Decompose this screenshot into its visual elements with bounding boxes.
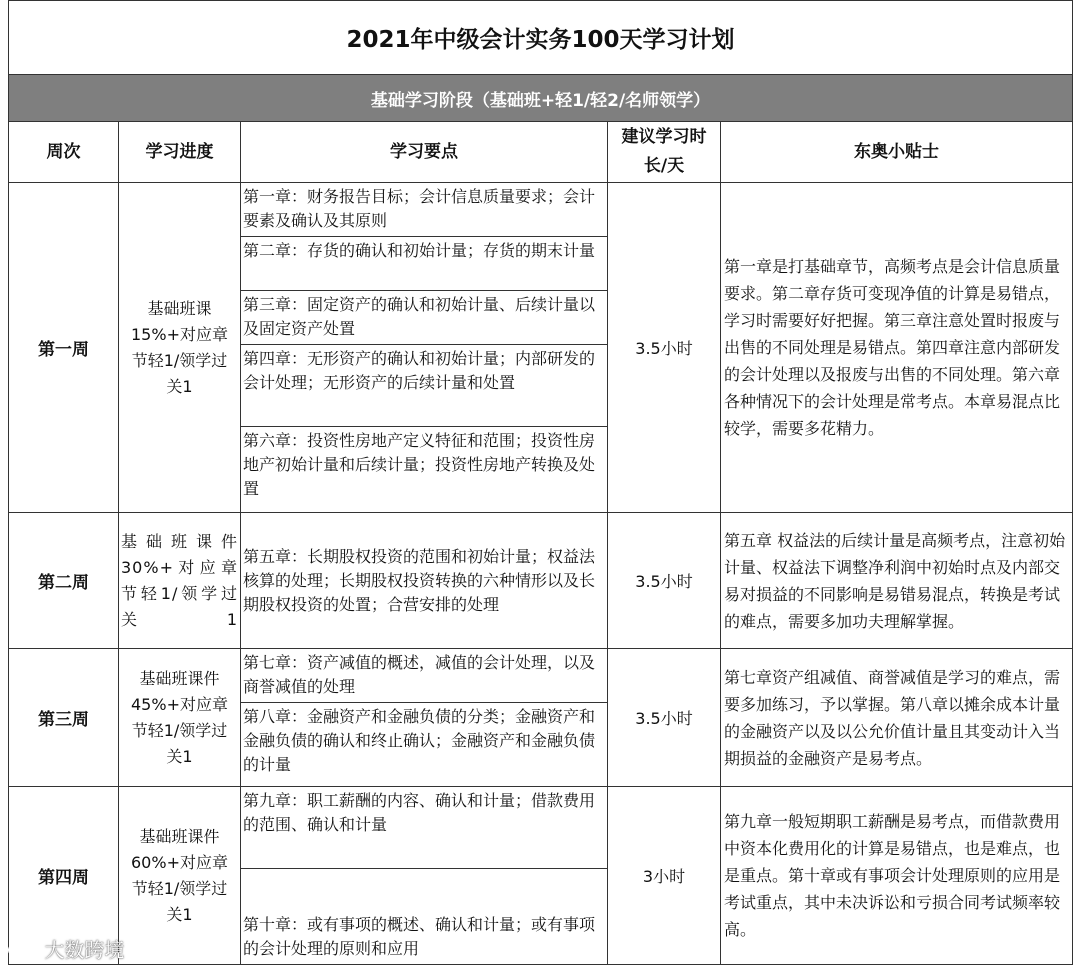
header-row bbox=[9, 122, 1073, 183]
points-cell bbox=[241, 649, 608, 787]
point-item bbox=[241, 869, 607, 963]
point-item: 第六章：投资性房地产定义特征和范围；投资性房地产初始计量和后续计量；投资性房地产转换及处置 bbox=[243, 431, 596, 498]
hours-cell: 3小时 bbox=[608, 787, 721, 965]
point-item: 第五章：长期股权投资的范围和初始计量；权益法核算的处理；长期股权投资转换的六种情形以及长期股权投资的处置；合营安排的处理 bbox=[243, 546, 596, 614]
table-row bbox=[9, 649, 1073, 787]
progress-cell: 基础班课件60%+对应章节轻1/领学过关1 bbox=[119, 787, 241, 965]
tips-cell: 第七章资产组减值、商誉减值是学习的难点，需要多加练习，予以掌握。第八章以摊余成本计量的金融资产以及以公允价值计量且其变动计入当期损益的金融资产是易考点。 bbox=[721, 649, 1073, 787]
header-points: 学习要点 bbox=[241, 122, 608, 183]
points-cell bbox=[241, 183, 608, 513]
point-item: 第九章：职工薪酬的内容、确认和计量；借款费用的范围、确认和计量 bbox=[241, 787, 607, 869]
table-row bbox=[9, 183, 1073, 513]
point-item: 第三章：固定资产的确认和初始计量、后续计量以及固定资产处置 bbox=[241, 291, 607, 345]
tips-cell: 第九章一般短期职工薪酬是易考点，而借款费用中资本化费用化的计算是易错点，也是难点，也是重点。第十章或有事项会计处理原则的应用是考试重点，其中未决诉讼和亏损合同考试频率较高。 bbox=[721, 787, 1073, 965]
watermark-text: 大数跨境 bbox=[44, 938, 125, 962]
progress-cell: 基础班课件45%+对应章节轻1/领学过关1 bbox=[119, 649, 241, 787]
stage-banner: 基础学习阶段（基础班+轻1/轻2/名师领学） bbox=[9, 75, 1073, 122]
header-progress: 学习进度 bbox=[119, 122, 241, 183]
point-item-text: 第十章：或有事项的概述、确认和计量；或有事项的会计处理的原则和应用 bbox=[243, 915, 596, 958]
points-cell bbox=[241, 787, 608, 965]
point-item: 第一章：财务报告目标；会计信息质量要求；会计要素及确认及其原则 bbox=[241, 183, 607, 237]
progress-cell: 基础班课件30%+对应章节轻1/领学过关1 bbox=[119, 513, 241, 649]
week-cell: 第二周 bbox=[9, 513, 119, 649]
hours-cell: 3.5小时 bbox=[608, 183, 721, 513]
table-row bbox=[9, 787, 1073, 965]
week-cell: 第一周 bbox=[9, 183, 119, 513]
points-cell bbox=[241, 513, 608, 649]
header-hours: 建议学习时长/天 bbox=[608, 122, 721, 183]
point-item: 第二章：存货的确认和初始计量；存货的期末计量 bbox=[241, 237, 607, 291]
study-plan-table bbox=[8, 0, 1073, 965]
table-row bbox=[9, 513, 1073, 649]
point-item: 第七章：资产减值的概述，减值的会计处理，以及商誉减值的处理 bbox=[241, 649, 607, 703]
header-tips: 东奥小贴士 bbox=[721, 122, 1073, 183]
point-item: 第八章：金融资产和金融负债的分类；金融资产和金融负债的确认和终止确认；金融资产和金融负债的计量 bbox=[243, 707, 596, 774]
watermark bbox=[8, 934, 124, 963]
point-item: 第四章：无形资产的确认和初始计量；内部研发的会计处理；无形资产的后续计量和处置 bbox=[241, 345, 607, 427]
header-week: 周次 bbox=[9, 122, 119, 183]
week-cell: 第三周 bbox=[9, 649, 119, 787]
hours-cell: 3.5小时 bbox=[608, 513, 721, 649]
week-cell: 第四周 bbox=[9, 787, 119, 965]
hours-cell: 3.5小时 bbox=[608, 649, 721, 787]
progress-cell: 基础班课15%+对应章节轻1/领学过关1 bbox=[119, 183, 241, 513]
plan-title: 2021年中级会计实务100天学习计划 bbox=[9, 1, 1073, 75]
watermark-logo-icon bbox=[8, 941, 38, 959]
tips-cell: 第五章 权益法的后续计量是高频考点，注意初始计量、权益法下调整净利润中初始时点及内部交易对损益的不同影响是易错易混点，转换是考试的难点，需要多加功夫理解掌握。 bbox=[721, 513, 1073, 649]
tips-cell: 第一章是打基础章节，高频考点是会计信息质量要求。第二章存货可变现净值的计算是易错点，学习时需要好好把握。第三章注意处置时报废与出售的不同处理是易错点。第四章注意内部研发的会计处理以及报废与出售的不同处理。第六章各种情况下的会计处理是常考点。本章易混点比较学，需要多花精力。 bbox=[721, 183, 1073, 513]
